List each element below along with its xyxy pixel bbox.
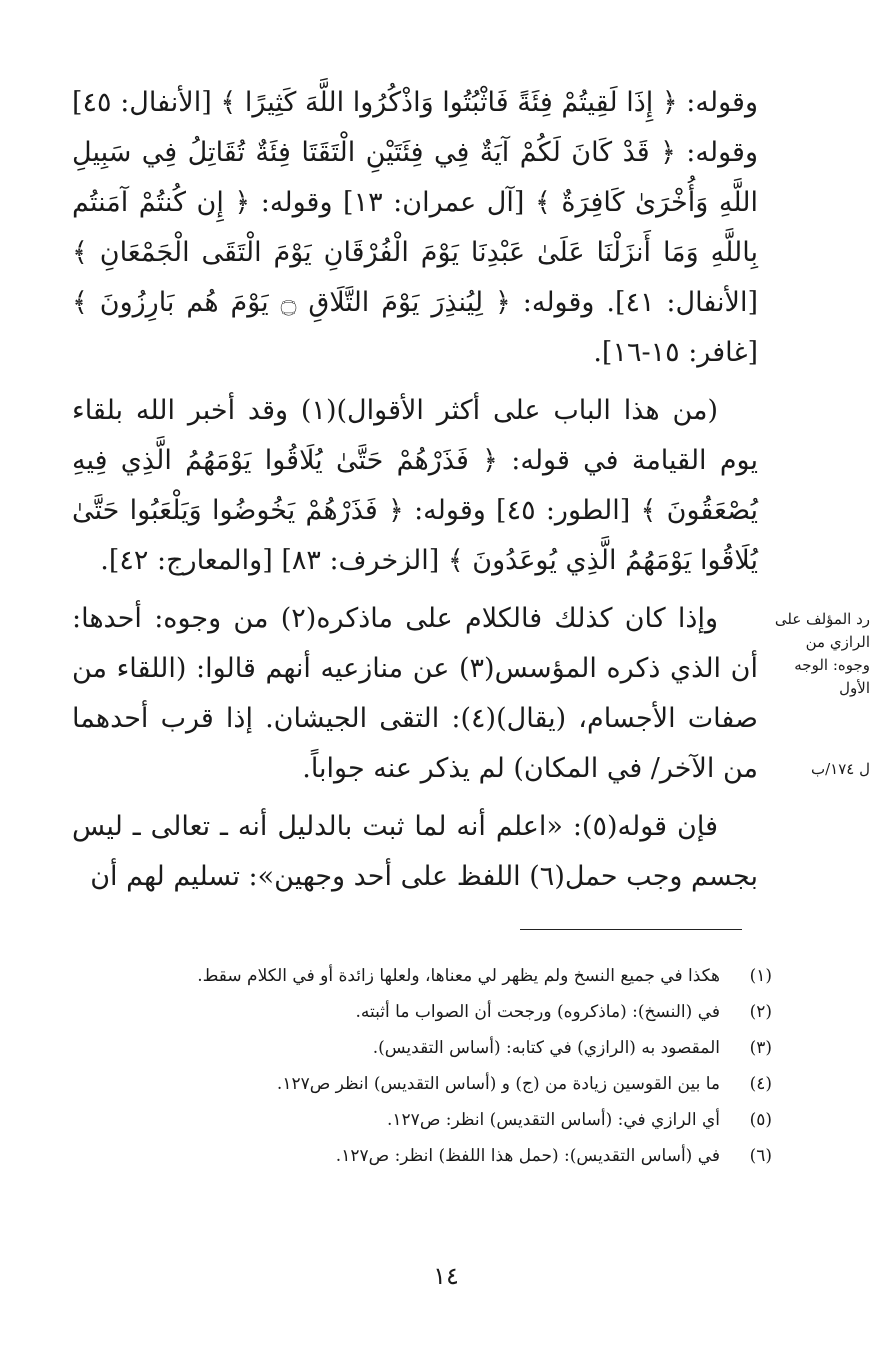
- footnote-separator: [520, 929, 742, 930]
- footnote: [150, 994, 772, 1030]
- paragraph-first-response: وإذا كان كذلك فالكلام على ماذكره(٢) من وجوه: أحدها: أن الذي ذكره المؤسس(٣) عن منازعيه أنهم قالوا: (اللقاء من صفات الأجسام، (يقال)(٤): التقى الجيشان. إذا قرب أحدهما من الآخر/ في المكان) لم يذكر عنه جواباً.: [72, 603, 758, 784]
- page-number: ١٤: [433, 1262, 459, 1290]
- footnote-number: (٢): [749, 1002, 772, 1022]
- footnotes: [150, 958, 772, 1174]
- paragraph-razi-quote: فإن قوله(٥): «اعلم أنه لما ثبت بالدليل أنه ـ تعالى ـ ليس بجسم وجب حمل(٦) اللفظ على أحد وجهين»: تسليم لهم أن: [72, 811, 758, 892]
- footnote-number: (٣): [749, 1038, 772, 1058]
- footnote-text: في (أساس التقديس): (حمل هذا اللفظ) انظر: ص١٢٧.: [335, 1146, 720, 1166]
- paragraph-quranic-verses: وقوله: ﴿ إِذَا لَقِيتُمْ فِئَةً فَاثْبُتُوا وَاذْكُرُوا اللَّهَ كَثِيرًا ﴾ [الأنفال: ٤٥] وقوله: ﴿ قَدْ كَانَ لَكُمْ آيَةٌ فِي فِئَتَيْنِ الْتَقَتَا فِئَةٌ تُقَاتِلُ فِي سَبِيلِ اللَّهِ وَأُخْرَىٰ كَافِرَةٌ ﴾ [آل عمران: ١٣] وقوله: ﴿ إِن كُنتُمْ آمَنتُم بِاللَّهِ وَمَا أَنزَلْنَا عَلَىٰ عَبْدِنَا يَوْمَ الْفُرْقَانِ يَوْمَ الْتَقَى الْجَمْعَانِ ﴾ [الأنفال: ٤١]. وقوله: ﴿ لِيُنذِرَ يَوْمَ التَّلَاقِ ۝ يَوْمَ هُم بَارِزُونَ ﴾ [غافر: ١٥-١٦].: [72, 87, 758, 368]
- footnote-text: المقصود به (الرازي) في كتابه: (أساس التقديس).: [372, 1038, 720, 1058]
- footnote-number: (١): [749, 966, 772, 986]
- footnote: [150, 1102, 772, 1138]
- footnote-text: أي الرازي في: (أساس التقديس) انظر: ص١٢٧.: [387, 1110, 720, 1130]
- footnote: [150, 958, 772, 994]
- footnote-text: في (النسخ): (ماذكروه) ورجحت أن الصواب ما أثبته.: [355, 1002, 720, 1022]
- footnote: [150, 1030, 772, 1066]
- footnote-number: (٦): [749, 1146, 772, 1166]
- manuscript-folio-marker: ل ١٧٤/ب: [810, 760, 870, 778]
- footnote-text: ما بين القوسين زيادة من (ج) و (أساس التقديس) انظر ص١٢٧.: [276, 1074, 720, 1094]
- footnote-number: (٤): [749, 1074, 772, 1094]
- footnote-text: هكذا في جميع النسخ ولم يظهر لي معناها، ولعلها زائدة أو في الكلام سقط.: [197, 966, 720, 986]
- margin-note: رد المؤلف على الرازي من وجوه: الوجه الأول: [774, 610, 870, 697]
- footnote: [150, 1066, 772, 1102]
- footnote-number: (٥): [749, 1110, 772, 1130]
- footnote: [150, 1138, 772, 1174]
- main-text: [72, 78, 758, 902]
- paragraph-day-of-meeting: (من هذا الباب على أكثر الأقوال)(١) وقد أخبر الله بلقاء يوم القيامة في قوله: ﴿ فَذَرْهُمْ حَتَّىٰ يُلَاقُوا يَوْمَهُمُ الَّذِي فِيهِ يُصْعَقُونَ ﴾ [الطور: ٤٥] وقوله: ﴿ فَذَرْهُمْ يَخُوضُوا وَيَلْعَبُوا حَتَّىٰ يُلَاقُوا يَوْمَهُمُ الَّذِي يُوعَدُونَ ﴾ [الزخرف: ٨٣] [والمعارج: ٤٢].: [72, 395, 759, 576]
